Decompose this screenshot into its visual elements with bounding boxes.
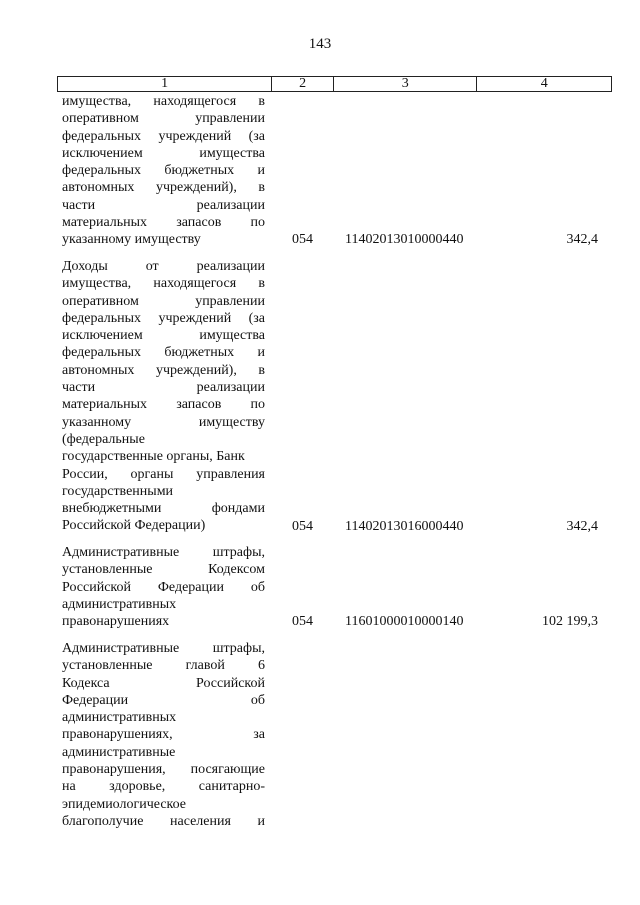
description-line: административные <box>62 744 176 760</box>
description-line: Доходы от реализации <box>62 259 265 274</box>
table-header-row <box>57 76 612 92</box>
description-line: материальных запасов по <box>62 215 265 231</box>
description-line: (федеральные <box>62 431 145 447</box>
description-line: Федерации об <box>62 692 265 708</box>
row-amount: 342,4 <box>566 519 598 534</box>
description-line: административных <box>62 710 177 726</box>
row-amount: 102 199,3 <box>542 614 598 629</box>
description-line: федеральных бюджетных и <box>62 345 265 361</box>
header-col-3: 3 <box>334 77 477 91</box>
description-line: Административные штрафы, <box>62 641 265 656</box>
description-line: Кодекса Российской <box>62 675 265 691</box>
row-code: 054 <box>292 519 313 534</box>
row-description <box>62 640 265 830</box>
description-line: автономных учреждений), в <box>62 362 265 378</box>
description-line: Российской Федерации) <box>62 518 206 534</box>
description-line: оперативном управлении <box>62 111 265 127</box>
description-line: исключением имущества <box>62 145 265 161</box>
description-line: эпидемиологическое <box>62 796 187 812</box>
description-line: правонарушениях, за <box>62 727 265 743</box>
row-description <box>62 544 265 630</box>
description-line: правонарушениях <box>62 614 170 630</box>
page-number: 143 <box>308 36 332 52</box>
description-line: федеральных учреждений (за <box>62 128 265 144</box>
description-line: установленные главой 6 <box>62 658 265 674</box>
description-line: административных <box>62 596 177 612</box>
description-line: Административные штрафы, <box>62 545 265 560</box>
description-line: внебюджетными фондами <box>62 501 265 517</box>
description-line: материальных запасов по <box>62 397 265 413</box>
description-line: указанному имуществу <box>62 414 265 430</box>
row-kbk: 11402013010000440 <box>345 232 464 247</box>
row-code: 054 <box>292 614 313 629</box>
row-kbk: 11402013016000440 <box>345 519 464 534</box>
row-description <box>62 258 265 535</box>
description-line: имущества, находящегося в <box>62 94 265 109</box>
description-line: правонарушения, посягающие <box>62 762 265 778</box>
description-line: на здоровье, санитарно- <box>62 779 265 795</box>
description-line: благополучие населения и <box>62 813 265 829</box>
description-line: исключением имущества <box>62 328 265 344</box>
description-line: автономных учреждений), в <box>62 180 265 196</box>
description-line: части реализации <box>62 197 265 213</box>
header-col-1: 1 <box>58 77 272 91</box>
description-line: государственные органы, Банк <box>62 449 245 465</box>
row-code: 054 <box>292 232 313 247</box>
description-line: оперативном управлении <box>62 293 265 309</box>
header-col-2: 2 <box>272 77 334 91</box>
description-line: части реализации <box>62 380 265 396</box>
row-kbk: 11601000010000140 <box>345 614 464 629</box>
description-line: имущества, находящегося в <box>62 276 265 292</box>
description-line: государственными <box>62 483 174 499</box>
row-description <box>62 93 265 249</box>
description-line: России, органы управления <box>62 466 265 482</box>
description-line: Российской Федерации об <box>62 579 265 595</box>
description-line: федеральных бюджетных и <box>62 163 265 179</box>
description-line: указанному имуществу <box>62 232 201 248</box>
description-line: федеральных учреждений (за <box>62 310 265 326</box>
description-line: установленные Кодексом <box>62 562 265 578</box>
row-amount: 342,4 <box>566 232 598 247</box>
header-col-4: 4 <box>540 76 548 91</box>
